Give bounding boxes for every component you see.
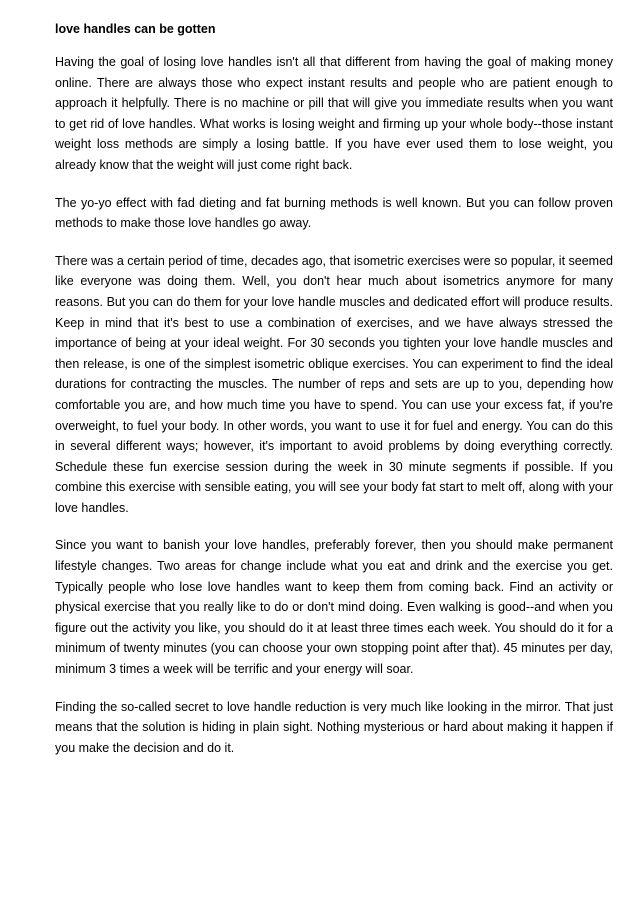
paragraph-5: Finding the so-called secret to love handle reduction is very much like looking in the mirror. That just means that the solution is hiding in plain sight. Nothing mysterious or hard about making it happen if you make the decision and do it. [55, 699, 613, 755]
paragraph-3: There was a certain period of time, decades ago, that isometric exercises were so popular, it seemed like everyone was doing them. Well, you don't hear much about isometrics anymore for many reasons. But you can do them for your love handle muscles and dedicated effort will produce results. Keep in mind that it's best to use a combination of exercises, and we have always stressed the importance of being at your ideal weight. For 30 seconds you tighten your love handle muscles and then release, is one of the simplest isometric oblique exercises. You can experiment to find the ideal durations for contracting the muscles. The number of reps and sets are up to you, depending how comfortable you are, and how much time you have to spend. You can use your excess fat, if you're overweight, to fuel your body. In other words, you want to use it for fuel and energy. You can do this in several different ways; however, it's important to avoid problems by doing everything correctly. Schedule these fun exercise session during the week in 30 minute segments if possible. If you combine this exercise with sensible eating, you will see your body fat start to melt off, along with your love handles. [55, 253, 613, 515]
paragraph-1: Having the goal of losing love handles isn't all that different from having the goal of making money online. There are always those who expect instant results and people who are patient enough to approach it helpfully. There is no machine or pill that will give you immediate results when you want to get rid of love handles. What works is losing weight and firming up your whole body--those instant weight loss methods are simply a losing battle. If you have ever used them to lose weight, you already know that the weight will just come right back. [55, 55, 613, 172]
document-page [55, 18, 613, 775]
paragraph-4: Since you want to banish your love handles, preferably forever, then you should make permanent lifestyle changes. Two areas for change include what you eat and drink and the exercise you get. Typically people who lose love handles want to keep them from coming back. Find an activity or physical exercise that you really like to do or don't mind doing. Even walking is good--and when you figure out the activity you like, you should do it at least three times each week. You should do it for a minimum of twenty minutes (you can choose your own stopping point after that). 45 minutes per day, minimum 3 times a week will be terrific and your energy will soar. [55, 538, 613, 677]
document-title: love handles can be gotten [55, 22, 216, 36]
paragraph-2: The yo-yo effect with fad dieting and fat burning methods is well known. But you can follow proven methods to make those love handles go away. [55, 195, 613, 231]
